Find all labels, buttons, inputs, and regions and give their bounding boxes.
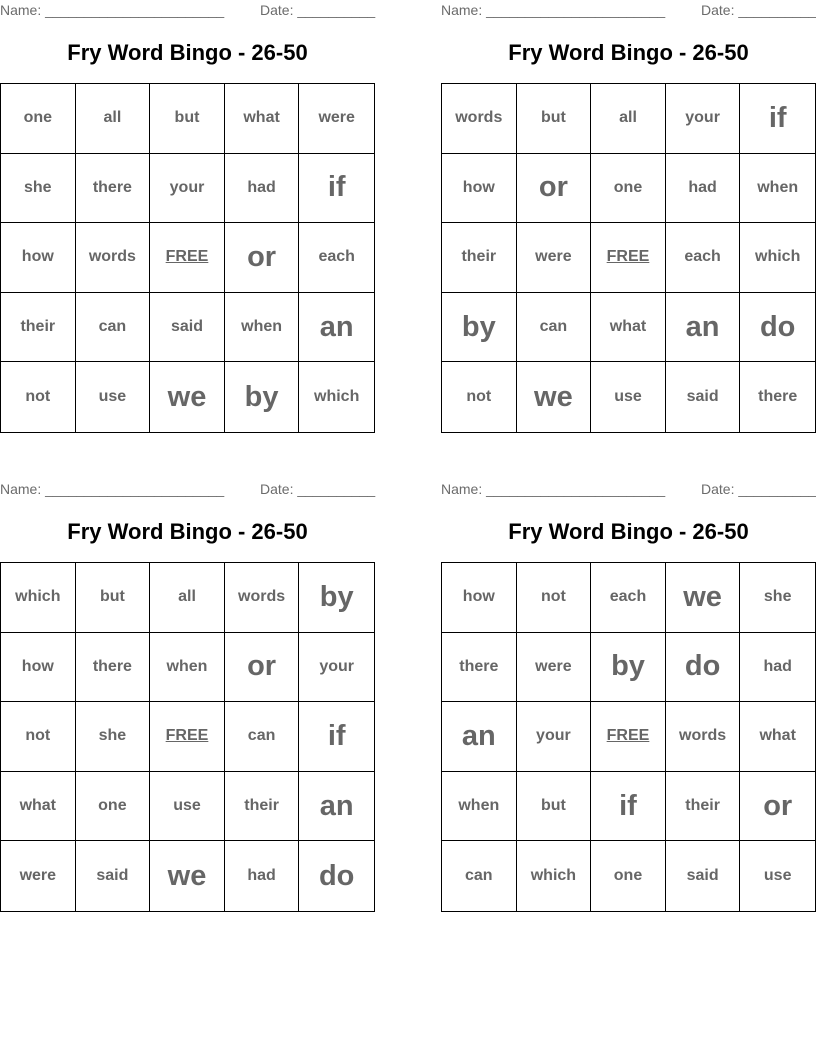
bingo-cell: use xyxy=(763,867,792,885)
name-field-label: Name: _______________________ xyxy=(441,481,666,497)
bingo-cell: your xyxy=(666,84,741,154)
bingo-card xyxy=(441,479,816,914)
bingo-cell: each xyxy=(666,223,741,293)
bingo-cell: not xyxy=(442,362,517,432)
bingo-cell: can xyxy=(76,293,151,363)
bingo-cell: what xyxy=(225,84,300,154)
bingo-cell: or xyxy=(225,633,300,703)
free-space-cell: FREE xyxy=(150,223,225,293)
bingo-cell: there xyxy=(758,388,798,406)
bingo-cell: not xyxy=(517,563,592,633)
bingo-cell: were xyxy=(517,633,592,703)
bingo-cell: were xyxy=(1,841,76,911)
bingo-cell: if xyxy=(299,702,374,772)
bingo-cell: not xyxy=(1,702,76,772)
bingo-cell: by xyxy=(225,362,300,432)
bingo-cell: each xyxy=(299,223,374,293)
bingo-cell: how xyxy=(442,563,517,633)
bingo-cell: an xyxy=(666,293,741,363)
bingo-cell: each xyxy=(591,563,666,633)
bingo-cell: by xyxy=(442,293,517,363)
bingo-cell: use xyxy=(150,772,225,842)
bingo-cell: what xyxy=(1,772,76,842)
bingo-cell: what xyxy=(740,702,815,772)
bingo-cell: use xyxy=(591,362,666,432)
bingo-cell: there xyxy=(76,154,151,224)
card-title: Fry Word Bingo - 26-50 xyxy=(508,519,749,544)
bingo-cell: we xyxy=(150,362,225,432)
bingo-cell: use xyxy=(76,362,151,432)
bingo-cell: all xyxy=(591,84,666,154)
bingo-cell: which xyxy=(314,388,360,406)
bingo-cell: there xyxy=(76,633,151,703)
bingo-cell: we xyxy=(517,362,592,432)
bingo-cell: she xyxy=(1,154,76,224)
bingo-cell: an xyxy=(299,293,374,363)
bingo-cell: said xyxy=(150,293,225,363)
bingo-cell: but xyxy=(76,563,151,633)
name-field-label: Name: _______________________ xyxy=(0,481,225,497)
bingo-cell: words xyxy=(442,84,517,154)
bingo-cell: or xyxy=(225,223,300,293)
bingo-cell: their xyxy=(442,223,517,293)
bingo-cell: if xyxy=(740,84,815,154)
card-title: Fry Word Bingo - 26-50 xyxy=(67,519,308,544)
bingo-cell: had xyxy=(225,154,300,224)
card-title: Fry Word Bingo - 26-50 xyxy=(508,40,749,65)
bingo-cell: your xyxy=(150,154,225,224)
bingo-cell: how xyxy=(442,154,517,224)
date-field-label: Date: __________ xyxy=(701,2,816,18)
bingo-cell: your xyxy=(517,702,592,772)
bingo-cell: we xyxy=(150,841,225,911)
bingo-cell: all xyxy=(150,563,225,633)
bingo-cell: words xyxy=(76,223,151,293)
bingo-cell: words xyxy=(225,563,300,633)
bingo-grid xyxy=(441,562,816,912)
bingo-cell: we xyxy=(666,563,741,633)
bingo-cell: words xyxy=(666,702,741,772)
name-field-label: Name: _______________________ xyxy=(441,2,666,18)
date-field-label: Date: __________ xyxy=(260,2,376,18)
bingo-cell: or xyxy=(517,154,592,224)
bingo-cell: when xyxy=(150,633,225,703)
bingo-cell: one xyxy=(76,772,151,842)
bingo-cell: had xyxy=(225,841,300,911)
bingo-cell: how xyxy=(1,223,76,293)
bingo-cell: when xyxy=(740,154,815,224)
bingo-cell: when xyxy=(442,772,517,842)
bingo-cell: had xyxy=(740,633,815,703)
bingo-cell: but xyxy=(517,84,592,154)
bingo-cell: but xyxy=(150,84,225,154)
date-field-label: Date: __________ xyxy=(701,481,816,497)
bingo-cell: if xyxy=(591,772,666,842)
bingo-cell: said xyxy=(666,841,741,911)
bingo-cell: how xyxy=(1,633,76,703)
bingo-cell: an xyxy=(442,702,517,772)
bingo-cell: if xyxy=(299,154,374,224)
bingo-cell: which xyxy=(517,841,592,911)
bingo-cell: their xyxy=(225,772,300,842)
bingo-cell: she xyxy=(740,563,815,633)
bingo-cell: said xyxy=(76,841,151,911)
name-field-label: Name: _______________________ xyxy=(0,2,225,18)
bingo-cell: an xyxy=(299,772,374,842)
bingo-card xyxy=(441,0,816,435)
bingo-grid xyxy=(441,83,816,433)
bingo-cell: not xyxy=(1,362,76,432)
bingo-grid xyxy=(0,562,375,912)
bingo-cell: their xyxy=(666,772,741,842)
bingo-cell: all xyxy=(76,84,151,154)
free-space-cell: FREE xyxy=(591,702,666,772)
bingo-cell: one xyxy=(591,154,666,224)
bingo-cell: do xyxy=(666,633,741,703)
bingo-card xyxy=(0,0,375,435)
bingo-cell: she xyxy=(76,702,151,772)
bingo-cell: by xyxy=(591,633,666,703)
bingo-cell: your xyxy=(299,633,374,703)
bingo-cell: were xyxy=(299,84,374,154)
date-field-label: Date: __________ xyxy=(260,481,376,497)
bingo-grid xyxy=(0,83,375,433)
bingo-card xyxy=(0,479,375,914)
free-space-cell: FREE xyxy=(591,223,666,293)
bingo-cell: can xyxy=(225,702,300,772)
bingo-cell: one xyxy=(1,84,76,154)
bingo-cell: can xyxy=(442,841,517,911)
bingo-cell: which xyxy=(740,223,815,293)
bingo-cell: one xyxy=(591,841,666,911)
free-space-cell: FREE xyxy=(150,702,225,772)
bingo-cell: were xyxy=(517,223,592,293)
bingo-cell: or xyxy=(740,772,815,842)
bingo-cell: by xyxy=(299,563,374,633)
bingo-cell: what xyxy=(591,293,666,363)
bingo-cell: had xyxy=(666,154,741,224)
bingo-cell: do xyxy=(740,293,815,363)
bingo-cell: which xyxy=(1,563,76,633)
bingo-cell: can xyxy=(517,293,592,363)
bingo-cell: when xyxy=(225,293,300,363)
bingo-cell: said xyxy=(666,362,741,432)
bingo-cell: there xyxy=(442,633,517,703)
bingo-cell: do xyxy=(318,859,355,892)
bingo-cell: their xyxy=(1,293,76,363)
bingo-cell: but xyxy=(517,772,592,842)
card-title: Fry Word Bingo - 26-50 xyxy=(67,40,308,65)
